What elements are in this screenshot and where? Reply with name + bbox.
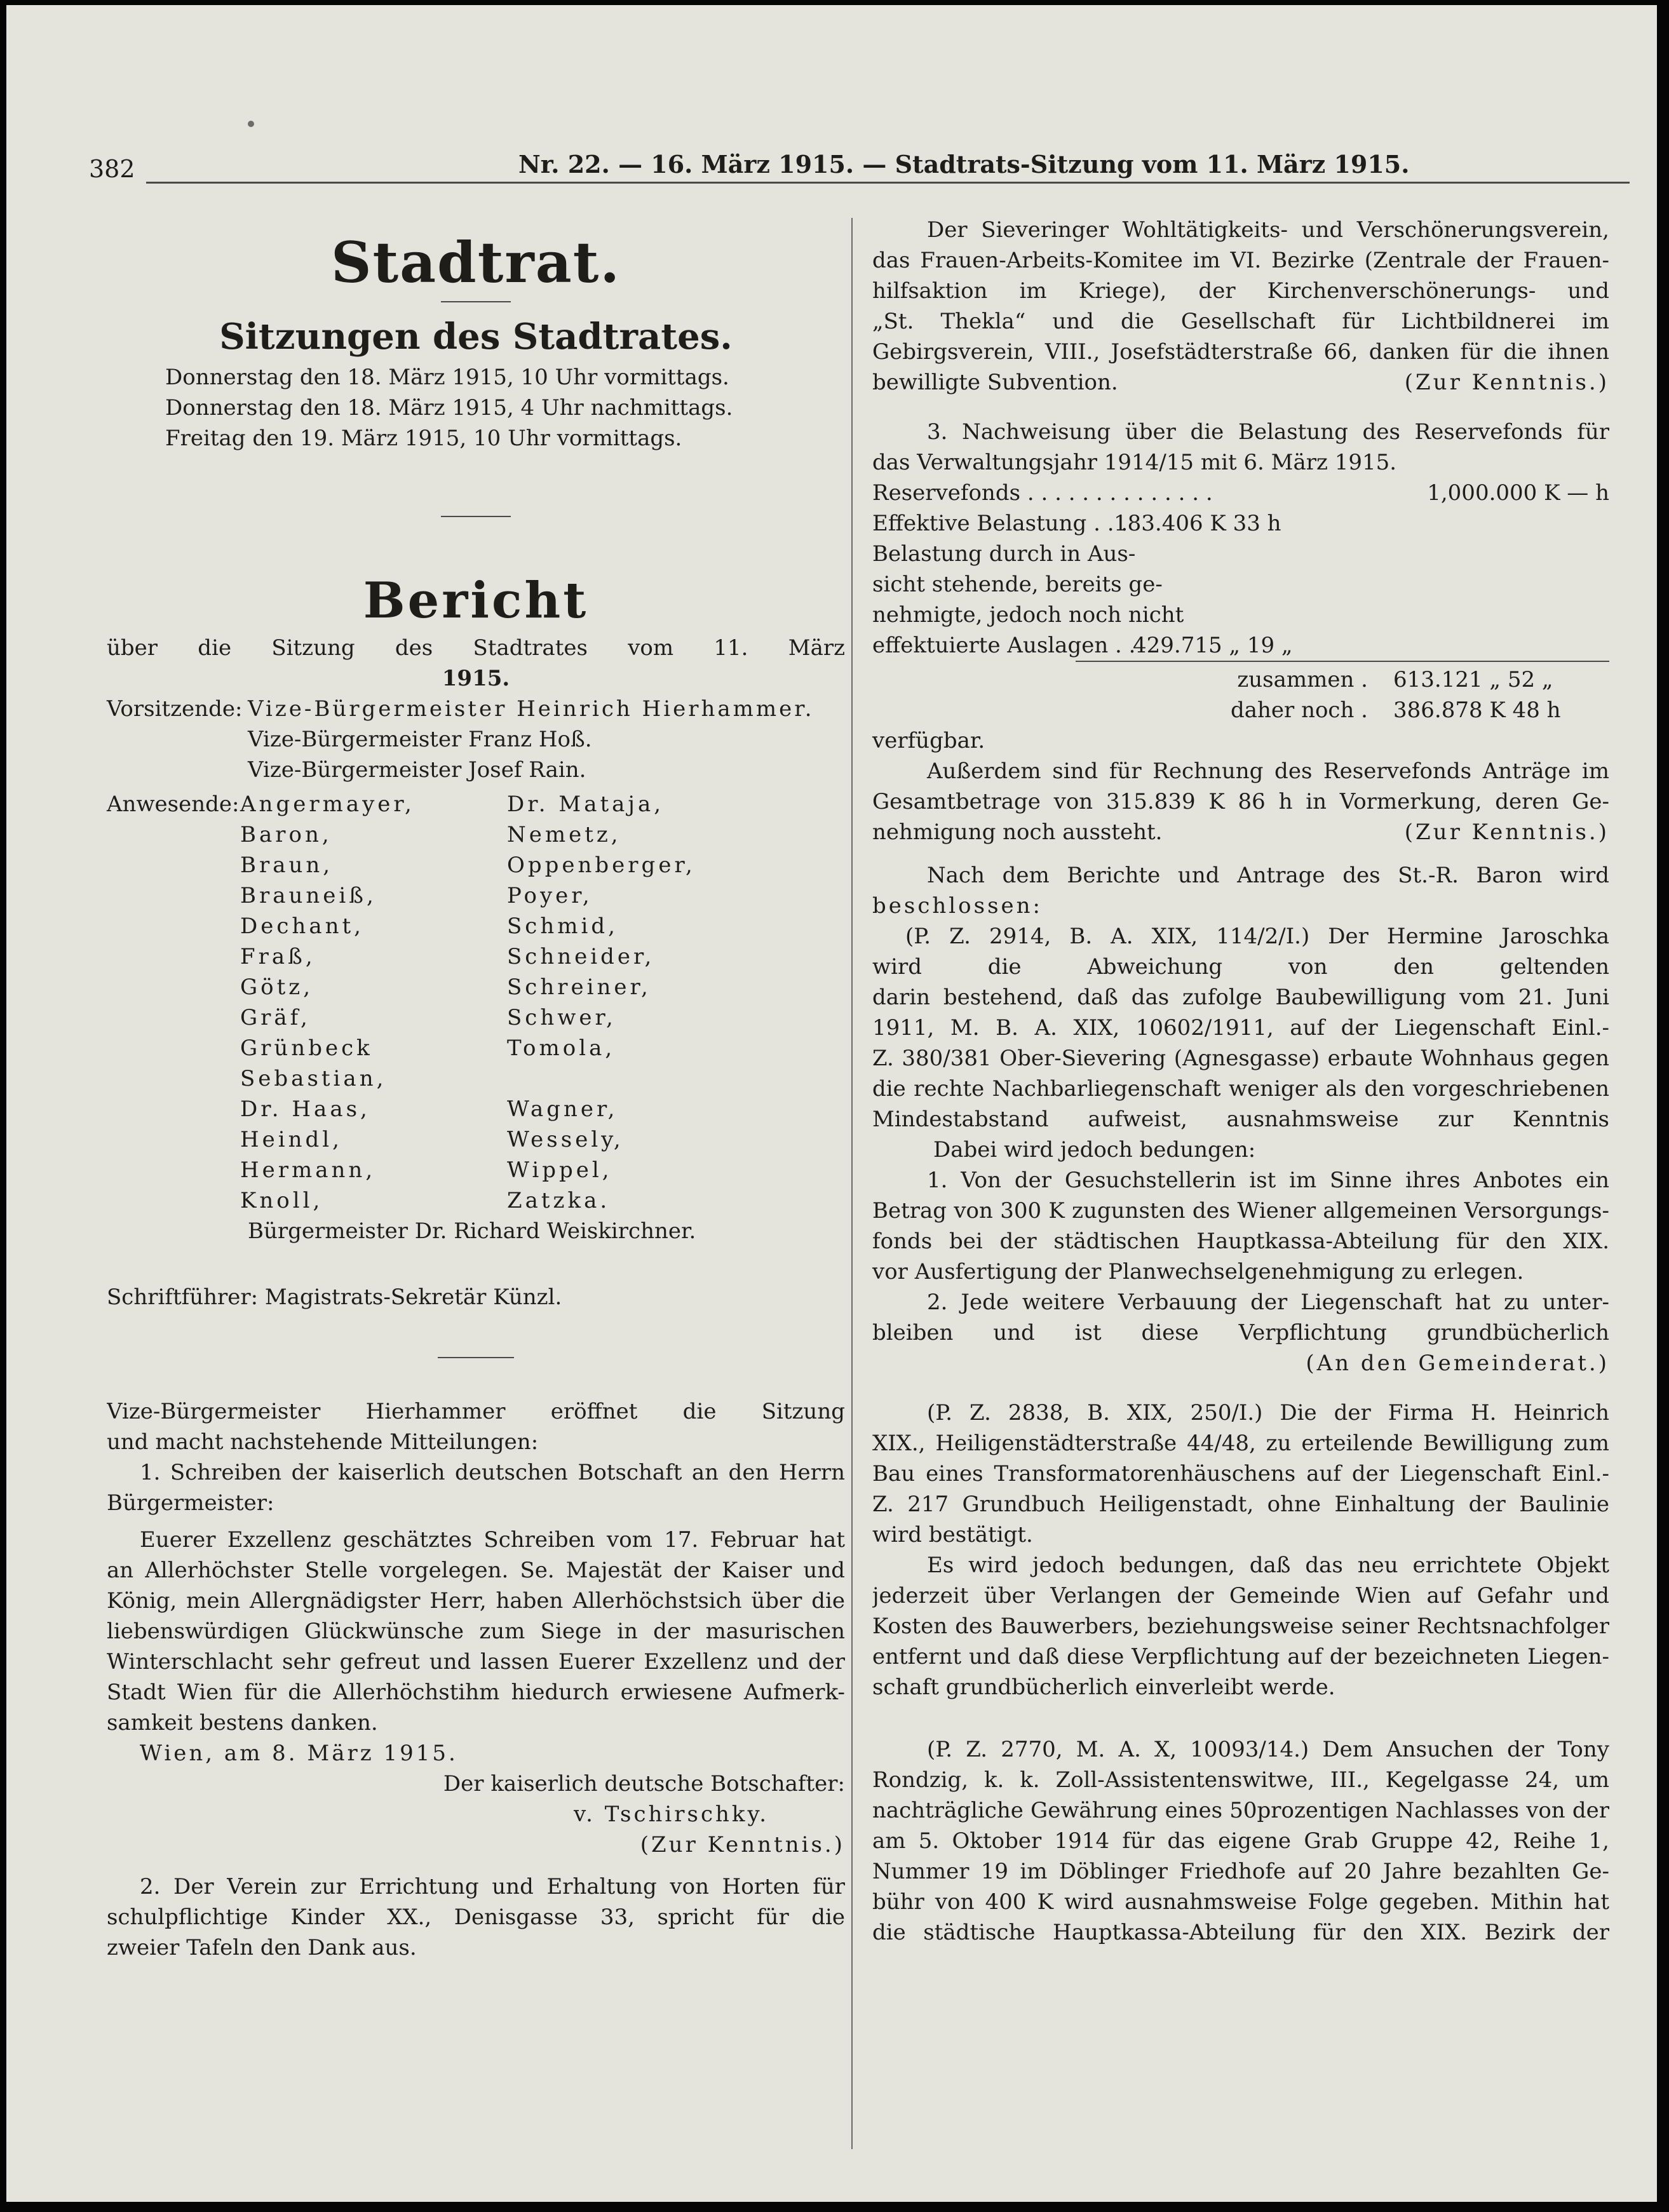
text-line: wird die Abweichung von den geltenden [872,954,1609,980]
header-rule [146,182,1630,184]
text-line: Betrag von 300 K zugunsten des Wiener allgemeinen Versorgungs- [872,1198,1609,1224]
text-line: Gesamtbetrage von 315.839 K 86 h in Vormerkung, deren Ge- [872,789,1609,814]
note: (An den Gemeinderat.) [1306,1351,1609,1376]
attendee-name: Braun, [240,853,334,878]
grid-spacer [107,941,240,972]
report-subtitle: über die Sitzung des Stadtrates vom 11. März [107,635,845,661]
text-line: jederzeit über Verlangen der Gemeinde Wien auf Gefahr und [872,1583,1609,1608]
text-line: schulpflichtige Kinder XX., Denisgasse 33, spricht für die [107,1905,845,1930]
attendee-name: Oppenberger, [507,853,696,878]
sum-rule [1076,661,1609,662]
fund-table [872,478,1609,725]
attendee-name: Brauneiß, [240,883,377,908]
grid-spacer [107,1124,240,1155]
letter-place: Wien, am 8. März 1915. [140,1741,458,1766]
text-line: (P. Z. 2838, B. XIX, 250/I.) Die der Firma H. Heinrich [927,1400,1609,1426]
text-line: Der Sieveringer Wohltätigkeits- und Verschönerungsverein, [927,217,1609,243]
attendee-name: Wessely, [507,1127,624,1152]
row-value: 429.715 „ 19 „ [1133,633,1293,658]
table-row [872,539,1609,569]
text-line: Vize-Bürgermeister Hierhammer eröffnet die Sitzung [107,1399,845,1424]
attendee-name: Hermann, [240,1157,376,1183]
text-line: hilfsaktion im Kriege), der Kirchenverschönerungs- und [872,278,1609,304]
secretary-line: Schriftführer: Magistrats-Sekretär Künzl. [107,1285,562,1310]
mayor-line: Bürgermeister Dr. Richard Weiskirchner. [248,1218,696,1244]
text-line: zweier Tafeln den Dank aus. [107,1935,417,1960]
present-label: Anwesende: [107,792,240,817]
grid-spacer [107,972,240,1002]
session-line: Donnerstag den 18. März 1915, 4 Uhr nachmittags. [165,395,733,421]
attendee-name: Grünbeck Sebastian, [240,1035,387,1091]
letter-line: liebenswürdigen Glückwünsche zum Siege in der masurischen [107,1619,845,1644]
ink-spot [248,121,254,127]
attendee-name: Heindl, [240,1127,342,1152]
sessions-heading: Sitzungen des Stadtrates. [219,316,733,358]
letter-line: Euerer Exzellenz geschätztes Schreiben vom 17. Februar hat [140,1527,845,1553]
note: (Zur Kenntnis.) [1404,370,1609,395]
table-row [872,478,1609,508]
grid-spacer [107,850,240,880]
attendee-name: Nemetz, [507,822,621,847]
grid-spacer [107,1002,240,1033]
attendee-name: Fraß, [240,944,316,969]
document-page [6,5,1657,2202]
chair-name: Vize-Bürgermeister Heinrich Hierhammer. [248,696,814,722]
text-line: 3. Nachweisung über die Belastung des Reservefonds für [927,419,1609,445]
section-title: Stadtrat. [330,229,621,295]
text-line: Bau eines Transformatorenhäuschens auf der Liegenschaft Einl.- [872,1461,1609,1487]
table-row [872,630,1609,661]
row-label: Reservefonds . . . . . . . . . . . . . . [872,480,1213,506]
text-fragment: bewilligte Subvention. [872,370,1118,395]
attendee-name: Götz, [240,974,314,1000]
attendee-name: Dr. Mataja, [507,792,665,817]
text-line: Außerdem sind für Rechnung des Reservefonds Anträge im [927,759,1609,784]
text-line: 2. Der Verein zur Errichtung und Erhaltung von Horten für [140,1874,845,1899]
text-line: Mindestabstand aufweist, ausnahmsweise zur Kenntnis [872,1107,1609,1132]
text-line: Z. 380/381 Ober-Sievering (Agnesgasse) erbaute Wohnhaus gegen [872,1046,1609,1071]
text-line: Es wird jedoch bedungen, daß das neu errichtete Objekt [927,1553,1609,1578]
row-label: nehmigte, jedoch noch nicht [872,602,1184,628]
text-line: 1. Schreiben der kaiserlich deutschen Botschaft an den Herrn [140,1460,845,1485]
text-line [872,817,1609,847]
attendee-name: Schwer, [507,1005,616,1030]
row-value: 613.121 „ 52 „ [1393,667,1553,692]
attendee-name: Knoll, [240,1188,323,1213]
attendee-name: Angermayer, [240,792,415,817]
text-line: Rondzig, k. k. Zoll-Assistentenswitwe, III., Kegelgasse 24, um [872,1767,1609,1793]
text-line: die städtische Hauptkassa-Abteilung für den XIX. Bezirk der [872,1920,1609,1945]
table-row [872,664,1609,695]
text-line: nachträgliche Gewährung eines 50prozentigen Nachlasses von der [872,1798,1609,1823]
attendee-name: Schneider, [507,944,655,969]
table-row [872,600,1609,630]
text-line: 2. Jede weitere Verbauung der Liegenschaft hat zu unter- [927,1290,1609,1315]
text-line: Bürgermeister: [107,1490,274,1516]
text-line: verfügbar. [872,728,985,753]
text-line: Kosten des Bauwerbers, beziehungsweise seiner Rechtsnachfolger [872,1614,1609,1639]
row-value: 183.406 K 33 h [1114,511,1281,536]
text-line: 1911, M. B. A. XIX, 10602/1911, auf der Liegenschaft Einl.- [872,1015,1609,1041]
text-line: am 5. Oktober 1914 für das eigene Grab Gruppe 42, Reihe 1, [872,1828,1609,1854]
chair-row [107,694,845,724]
grid-spacer [107,819,240,850]
text-line: beschlossen: [872,893,1043,919]
letter-line: Winterschlacht sehr gefreut und lassen Euerer Exzellenz und der [107,1649,845,1675]
table-row [872,695,1609,725]
text-line: Nummer 19 im Döblinger Friedhofe auf 20 Jahre bezahlten Ge- [872,1859,1609,1884]
row-label: Belastung durch in Aus- [872,541,1136,567]
grid-spacer [107,880,240,911]
text-line: das Verwaltungsjahr 1914/15 mit 6. März 1915. [872,450,1397,475]
text-line: Z. 217 Grundbuch Heiligenstadt, ohne Einhaltung der Baulinie [872,1492,1609,1517]
text-line: XIX., Heiligenstädterstraße 44/48, zu erteilende Bewilligung zum [872,1431,1609,1456]
report-title: Bericht [363,572,589,630]
row-label: Effektive Belastung . . . [872,511,1128,536]
text-line: fonds bei der städtischen Hauptkassa-Abteilung für den XIX. [872,1229,1609,1254]
text-line [872,367,1609,398]
row-value: 386.878 K 48 h [1393,698,1561,723]
left-column [107,215,845,1963]
letter-line: König, mein Allergnädigster Herr, haben Allerhöchstsich über die [107,1588,845,1614]
grid-spacer [107,1094,240,1124]
page-number: 382 [89,155,135,183]
attendee-name: Schreiner, [507,974,651,1000]
attendee-name: Poyer, [507,883,593,908]
running-title: Nr. 22. — 16. März 1915. — Stadtrats-Sitzung vom 11. März 1915. [518,150,1410,179]
text-line: bühr von 400 K wird ausnahmsweise Folge gegeben. Mithin hat [872,1889,1609,1915]
text-line: schaft grundbücherlich einverleibt werde. [872,1675,1335,1700]
report-year: 1915. [442,666,510,691]
text-line: Nach dem Berichte und Antrage des St.-R. Baron wird [927,863,1609,888]
attendee-name: Zatzka. [507,1188,611,1213]
text-line: die rechte Nachbarliegenschaft weniger als den vorgeschriebenen [872,1076,1609,1102]
chair-label: Vorsitzende: [107,696,243,722]
row-label: daher noch . [1230,698,1368,723]
text-line: Dabei wird jedoch bedungen: [933,1137,1256,1163]
attendees-list [107,789,845,1216]
grid-spacer [107,1185,240,1216]
table-row [872,508,1609,539]
table-row [872,569,1609,600]
text-line: Gebirgsverein, VIII., Josefstädterstraße 66, danken für die ihnen [872,339,1609,365]
text-line: vor Ausfertigung der Planwechselgenehmigung zu erlegen. [872,1259,1524,1285]
attendee-name: Schmid, [507,914,618,939]
grid-spacer [107,1155,240,1185]
text-line: darin bestehend, daß das zufolge Baubewilligung vom 21. Juni [872,985,1609,1010]
letter-signature: Der kaiserlich deutsche Botschafter: [443,1771,845,1797]
text-line: (P. Z. 2770, M. A. X, 10093/14.) Dem Ansuchen der Tony [927,1737,1609,1762]
attendee-name: Wagner, [507,1096,618,1122]
attendee-name: Dr. Haas, [240,1096,370,1122]
letter-line: samkeit bestens danken. [107,1710,378,1736]
text-fragment: nehmigung noch aussteht. [872,819,1163,845]
letter-line: an Allerhöchster Stelle vorgelegen. Se. Majestät der Kaiser und [107,1558,845,1583]
chair-name: Vize-Bürgermeister Josef Rain. [248,757,586,783]
row-label: effektuierte Auslagen . . [872,633,1136,658]
session-line: Donnerstag den 18. März 1915, 10 Uhr vormittags. [165,365,729,390]
grid-spacer [107,1033,240,1094]
text-line: entfernt und daß diese Verpflichtung auf der bezeichneten Liegen- [872,1644,1609,1669]
attendee-name: Gräf, [240,1005,311,1030]
attendee-name: Wippel, [507,1157,612,1183]
attendee-name: Dechant, [240,914,364,939]
row-label: sicht stehende, bereits ge- [872,572,1163,597]
note: (Zur Kenntnis.) [1404,819,1609,845]
row-label: zusammen . [1237,667,1368,692]
right-column [872,215,1609,1948]
attendee-name: Baron, [240,822,332,847]
grid-spacer [107,911,240,941]
chair-name: Vize-Bürgermeister Franz Hoß. [248,727,592,752]
text-line: wird bestätigt. [872,1522,1033,1548]
text-line: bleiben und ist diese Verpflichtung grundbücherlich [872,1320,1609,1345]
letter-line: Stadt Wien für die Allerhöchstihm hiedurch erwiesene Aufmerk- [107,1680,845,1705]
row-value: 1,000.000 K — h [1427,480,1609,506]
session-line: Freitag den 19. März 1915, 10 Uhr vormittags. [165,426,682,451]
attendee-name: Tomola, [507,1035,616,1061]
note: (Zur Kenntnis.) [640,1832,845,1858]
column-divider [851,218,853,2149]
text-line: (P. Z. 2914, B. A. XIX, 114/2/I.) Der Hermine Jaroschka [905,924,1609,949]
text-line: und macht nachstehende Mitteilungen: [107,1429,539,1455]
text-line: 1. Von der Gesuchstellerin ist im Sinne ihres Anbotes ein [927,1168,1609,1193]
text-line: das Frauen-Arbeits-Komitee im VI. Bezirke (Zentrale der Frauen- [872,248,1609,273]
text-line: „St. Thekla“ und die Gesellschaft für Lichtbildnerei im [872,309,1609,334]
letter-signature: v. Tschirschky. [574,1802,769,1827]
